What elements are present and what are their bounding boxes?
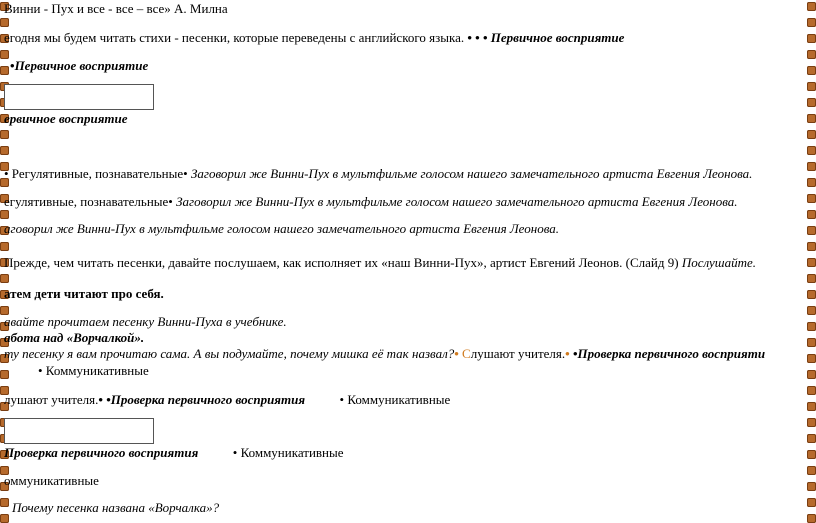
border-segment (807, 50, 816, 59)
check-perception-text: Проверка первичного восприятия (110, 392, 306, 407)
border-segment (807, 34, 816, 43)
border-segment (807, 338, 816, 347)
border-segment (807, 466, 816, 475)
border-segment (807, 306, 816, 315)
before-reading-text: Прежде, чем читать песенки, давайте послушаем, как исполняет их «наш Винни-Пух», артист Евгений Леонов. (Слайд 9) (4, 255, 679, 270)
listen-text: Послушайте. (681, 255, 756, 270)
label-primary-perception: Первичное восприятие (14, 58, 149, 73)
text-line-silent-reading: атем дети читают про себя. (4, 286, 164, 301)
text-line-read-aloud (4, 346, 765, 362)
read-aloud-text: ту песенку я вам прочитаю сама. А вы подумайте, почему мишка её так назвал? (4, 346, 455, 361)
intro-text: егодня мы будем читать стихи - песенки, которые переведены с английского языка. (4, 30, 465, 45)
border-segment (0, 370, 9, 379)
text-line-vorchalka-work: абота над «Ворчалкой». (4, 330, 145, 345)
border-segment (0, 146, 9, 155)
regulative-text: егулятивные, познавательные• (4, 194, 173, 209)
leonov-text: Заговорил же Винни-Пух в мультфильме голосом нашего замечательного артиста Евгения Леонова. (190, 166, 753, 181)
communicative-text: • Коммуникативные (339, 392, 451, 407)
border-segment (807, 322, 816, 331)
text-line-before-reading (4, 255, 756, 271)
text-line-question: Почему песенка названа «Ворчалка»? (12, 500, 220, 515)
leonov-text: Заговорил же Винни-Пух в мультфильме голосом нашего замечательного артиста Евгения Леонова. (176, 194, 738, 209)
capital-letter-orange: С (462, 346, 471, 361)
bullet-mark: • (572, 346, 578, 361)
border-segment (807, 130, 816, 139)
bullet-marks: • • (98, 392, 111, 407)
border-segment (807, 450, 816, 459)
border-segment (807, 242, 816, 251)
text-line-listen-teacher (4, 392, 450, 408)
border-segment (807, 514, 816, 523)
text-line-read-textbook: авайте прочитаем песенку Винни-Пуха в учебнике. (4, 314, 287, 329)
border-segment (807, 482, 816, 491)
empty-field-box (4, 418, 154, 444)
border-segment (0, 50, 9, 59)
border-segment (0, 130, 9, 139)
text-line-check-perception (4, 445, 344, 461)
border-segment (807, 18, 816, 27)
border-segment (807, 402, 816, 411)
text-line-regulative-1 (4, 166, 752, 182)
listen-teacher-text: лушают учителя. (4, 392, 99, 407)
listen-teacher-text: лушают учителя. (470, 346, 566, 361)
border-segment (807, 290, 816, 299)
border-segment (807, 418, 816, 427)
border-segment (807, 146, 816, 155)
text-line-leonov: аговорил же Винни-Пух в мультфильме голосом нашего замечательного артиста Евгения Леонова. (4, 221, 560, 236)
border-segment (807, 274, 816, 283)
bullet-mark-orange: • (565, 346, 570, 361)
border-segment (807, 2, 816, 11)
text-line-communicative-1: • Коммуникативные (38, 363, 149, 378)
text-line-intro (4, 30, 624, 46)
border-segment (807, 210, 816, 219)
label-primary-perception: Первичное восприятие (490, 30, 625, 45)
border-segment (807, 434, 816, 443)
bullet-marks: • • • (467, 30, 488, 45)
border-segment (0, 242, 9, 251)
border-segment (807, 386, 816, 395)
border-segment (807, 178, 816, 187)
border-segment (807, 194, 816, 203)
text-line-title: Винни - Пух и все - все – все» А. Милна (4, 1, 228, 16)
text-line-primary-2: ервичное восприятие (4, 111, 128, 126)
communicative-text: • Коммуникативные (232, 445, 344, 460)
border-segment (807, 498, 816, 507)
right-decorative-border (807, 0, 816, 516)
border-segment (0, 210, 9, 219)
border-segment (807, 98, 816, 107)
empty-field-box (4, 84, 154, 110)
border-segment (0, 498, 9, 507)
border-segment (0, 18, 9, 27)
border-segment (807, 354, 816, 363)
bullet-mark: • (10, 58, 15, 73)
regulative-text: • Регулятивные, познавательные• (4, 166, 188, 181)
border-segment (807, 226, 816, 235)
text-line-communicative-2: оммуникативные (4, 473, 99, 488)
check-perception-text: Проверка первичного восприяти (577, 346, 766, 361)
border-segment (807, 258, 816, 267)
border-segment (807, 82, 816, 91)
border-segment (0, 514, 9, 523)
border-segment (807, 114, 816, 123)
border-segment (807, 370, 816, 379)
check-perception-text: Проверка первичного восприятия (4, 445, 199, 460)
text-line-regulative-2 (4, 194, 738, 210)
text-line-primary (10, 58, 148, 74)
border-segment (807, 162, 816, 171)
border-segment (807, 66, 816, 75)
border-segment (0, 274, 9, 283)
bullet-mark-orange: • (454, 346, 459, 361)
border-segment (0, 66, 9, 75)
